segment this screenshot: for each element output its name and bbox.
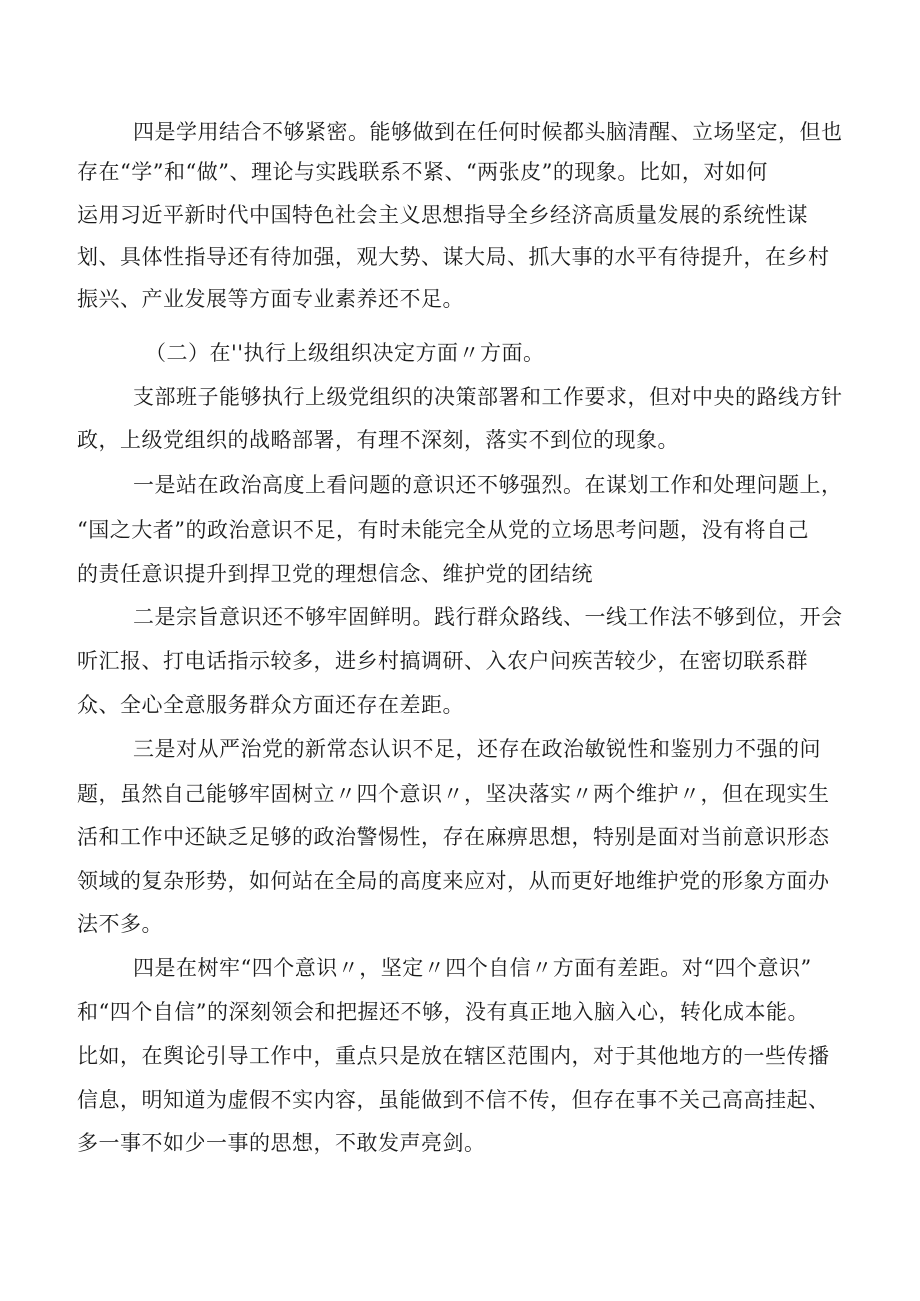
text-line: 四是学用结合不够紧密。能够做到在任何时候都头脑清醒、立场坚定，但也 <box>133 120 843 144</box>
text-line: 振兴、产业发展等方面专业素养还不足。 <box>77 287 464 311</box>
text-line: 活和工作中还缺乏足够的政治警惕性，存在麻痹思想，特别是面对当前意识形态 <box>77 825 830 849</box>
text-line: “国之大者”的政治意识不足，有时未能完全从党的立场思考问题，没有将自己 <box>77 518 809 542</box>
text-line: 存在“学”和“做”、理论与实践联系不紧、“两张皮”的现象。比如，对如何 <box>77 160 768 184</box>
text-line: 三是对从严治党的新常态认识不足，还存在政治敏锐性和鉴别力不强的问 <box>133 737 821 761</box>
text-line: 众、全心全意服务群众方面还存在差距。 <box>77 693 464 717</box>
text-line: 和“四个自信”的深刻领会和把握还不够，没有真正地入脑入心，转化成本能。 <box>77 1000 809 1024</box>
text-line: 多一事不如少一事的思想，不敢发声亮剑。 <box>77 1131 486 1155</box>
text-line: 听汇报、打电话指示较多，进乡村搞调研、入农户问疾苦较少，在密切联系群 <box>77 649 808 673</box>
text-line: 政，上级党组织的战略部署，有理不深刻，落实不到位的现象。 <box>77 428 679 452</box>
text-line: （二）在''执行上级组织决定方面〃方面。 <box>145 341 545 365</box>
text-line: 划、具体性指导还有待加强，观大势、谋大局、抓大事的水平有待提升，在乡村 <box>77 245 830 269</box>
text-line: 四是在树牢“四个意识〃，坚定〃四个自信〃方面有差距。对“四个意识” <box>133 956 812 980</box>
text-line: 支部班子能够执行上级党组织的决策部署和工作要求，但对中央的路线方针 <box>133 385 843 409</box>
text-line: 题，虽然自己能够牢固树立〃四个意识〃，坚决落实〃两个维护〃，但在现实生 <box>77 782 830 806</box>
text-line: 一是站在政治高度上看问题的意识还不够强烈。在谋划工作和处理问题上， <box>133 473 843 497</box>
text-line: 信息，明知道为虚假不实内容，虽能做到不信不传，但存在事不关己高高挂起、 <box>77 1088 830 1112</box>
text-line: 法不多。 <box>77 912 163 936</box>
text-line: 运用习近平新时代中国特色社会主义思想指导全乡经济高质量发展的系统性谋 <box>77 203 808 227</box>
text-line: 领域的复杂形势，如何站在全局的高度来应对，从而更好地维护党的形象方面办 <box>77 869 830 893</box>
text-line: 比如，在舆论引导工作中，重点只是放在辖区范围内，对于其他地方的一些传播 <box>77 1044 830 1068</box>
text-line: 的责任意识提升到捍卫党的理想信念、维护党的团结统 <box>77 562 593 586</box>
text-line: 二是宗旨意识还不够牢固鲜明。践行群众路线、一线工作法不够到位，开会 <box>133 605 843 629</box>
